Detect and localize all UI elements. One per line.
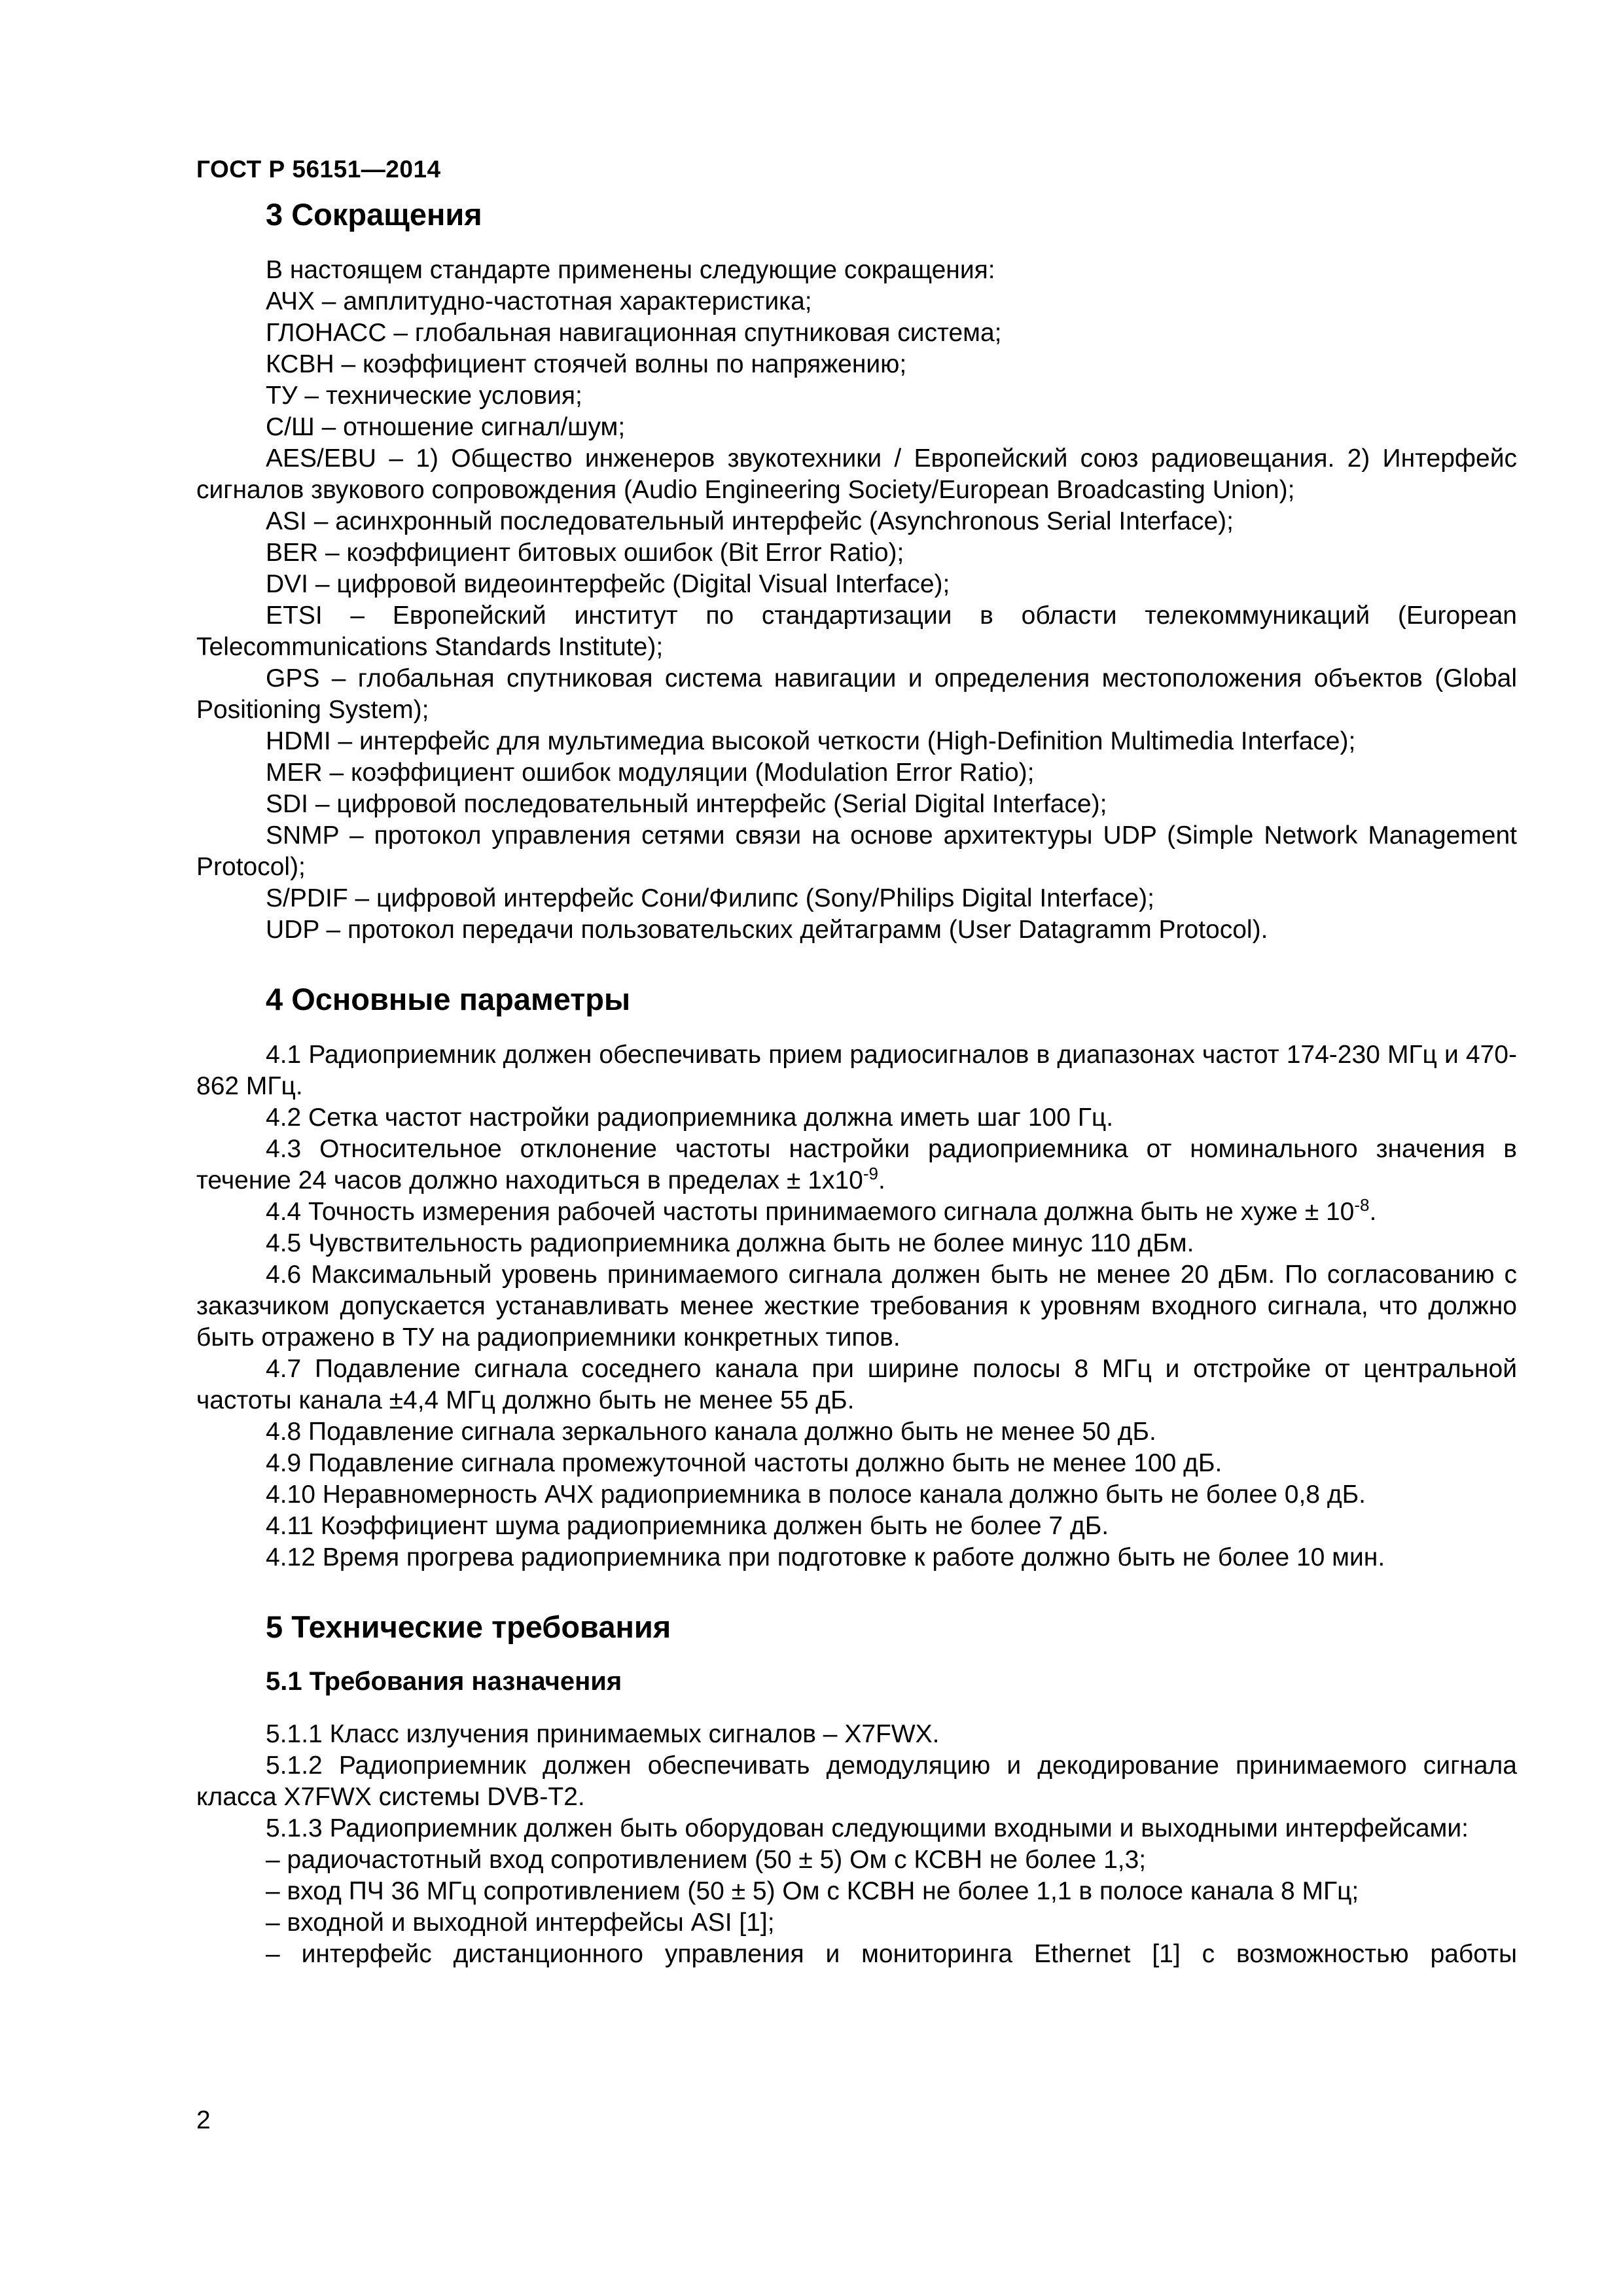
paragraph-5-1-1: 5.1.1 Класс излучения принимаемых сигналов – X7FWX. [266, 1720, 940, 1748]
section-4-title: 4 Основные параметры [266, 982, 631, 1016]
list-item: – входной и выходной интерфейсы ASI [1]; [266, 1909, 775, 1937]
document-id: ГОСТ Р 56151—2014 [196, 156, 441, 183]
paragraph-4-10: 4.10 Неравномерность АЧХ радиоприемника в полосе канала должно быть не более 0,8 дБ. [266, 1480, 1366, 1509]
abbreviation-item: AES/EBU – 1) Общество инженеров звукотехники / Европейский союз радиовещания. 2) Интерфейс сигналов звукового сопровождения (Audio Engineering Society/European Broadcasting Union); [196, 444, 1517, 504]
abbreviation-item: BER – коэффициент битовых ошибок (Bit Error Ratio); [266, 539, 904, 567]
page-number: 2 [196, 2106, 211, 2134]
abbreviation-item: GPS – глобальная спутниковая система навигации и определения местоположения объектов (Global Positioning System); [196, 664, 1517, 724]
abbreviation-item: ГЛОНАСС – глобальная навигационная спутниковая система; [266, 319, 1002, 347]
paragraph-4-12: 4.12 Время прогрева радиоприемника при подготовке к работе должно быть не более 10 мин. [266, 1543, 1385, 1571]
paragraph-4-9: 4.9 Подавление сигнала промежуточной частоты должно быть не менее 100 дБ. [266, 1449, 1222, 1477]
section-3-intro: В настоящем стандарте применены следующие сокращения: [266, 256, 995, 284]
paragraph-4-11: 4.11 Коэффициент шума радиоприемника должен быть не более 7 дБ. [266, 1512, 1109, 1540]
paragraph-4-5: 4.5 Чувствительность радиоприемника должна быть не более минус 110 дБм. [266, 1229, 1194, 1257]
section-3-title: 3 Сокращения [266, 197, 482, 232]
section-5-title: 5 Технические требования [266, 1609, 671, 1644]
abbreviation-item: DVI – цифровой видеоинтерфейс (Digital Visual Interface); [266, 570, 950, 598]
paragraph-4-7: 4.7 Подавление сигнала соседнего канала при ширине полосы 8 МГц и отстройке от центральной частоты канала ±4,4 МГц должно быть не менее 55 дБ. [196, 1355, 1517, 1414]
list-item: – интерфейс дистанционного управления и мониторинга Ethernet [1] с возможностью работы [266, 1940, 1517, 1968]
document-page [196, 0, 1517, 2296]
exponent: -8 [1354, 1195, 1370, 1215]
subsection-5-1-title: 5.1 Требования назначения [266, 1667, 622, 1696]
paragraph-4-3: 4.3 Относительное отклонение частоты настройки радиоприемника от номинального значения в течение 24 часов должно находиться в пределах ± $1х10^{-9}$. [196, 1135, 1517, 1194]
exponent: -9 [863, 1164, 878, 1183]
paragraph-5-1-3: 5.1.3 Радиоприемник должен быть оборудован следующими входными и выходными интерфейсами: [266, 1814, 1469, 1842]
paragraph-4-6: 4.6 Максимальный уровень принимаемого сигнала должен быть не менее 20 дБм. По согласованию с заказчиком допускается устанавливать менее жесткие требования к уровням входного сигнала, что должно быть отражено в ТУ на радиоприемники конкретных типов. [196, 1261, 1517, 1352]
paragraph-4-2: 4.2 Сетка частот настройки радиоприемника должна иметь шаг 100 Гц. [266, 1103, 1114, 1132]
abbreviation-item: ASI – асинхронный последовательный интерфейс (Asynchronous Serial Interface); [266, 507, 1234, 535]
abbreviation-item: С/Ш – отношение сигнал/шум; [266, 413, 626, 441]
paragraph-4-4: 4.4 Точность измерения рабочей частоты принимаемого сигнала должна быть не хуже ± $10^{-8}$. [266, 1195, 1377, 1226]
paragraph-4-1: 4.1 Радиоприемник должен обеспечивать прием радиосигналов в диапазонах частот 174-230 МГц и 470-862 МГц. [196, 1041, 1517, 1100]
abbreviation-item: HDMI – интерфейс для мультимедиа высокой четкости (High-Definition Multimedia Interface); [266, 727, 1356, 755]
paragraph-5-1-2: 5.1.2 Радиоприемник должен обеспечивать демодуляцию и декодирование принимаемого сигнала класса X7FWX системы DVB-T2. [196, 1751, 1517, 1811]
abbreviation-item: ТУ – технические условия; [266, 382, 582, 410]
paragraph-4-8: 4.8 Подавление сигнала зеркального канала должно быть не менее 50 дБ. [266, 1418, 1156, 1446]
abbreviation-item: ETSI – Европейский институт по стандартизации в области телекоммуникаций (European Telecommunications Standards Institute); [196, 601, 1517, 661]
list-item: – радиочастотный вход сопротивлением (50 ± 5) Ом с КСВН не более 1,3; [266, 1846, 1147, 1874]
abbreviation-item: MER – коэффициент ошибок модуляции (Modulation Error Ratio); [266, 759, 1035, 787]
abbreviation-item: SDI – цифровой последовательный интерфейс (Serial Digital Interface); [266, 790, 1107, 818]
abbreviation-item: S/PDIF – цифровой интерфейс Сони/Филипс (Sony/Philips Digital Interface); [266, 884, 1154, 912]
abbreviation-item: КСВН – коэффициент стоячей волны по напряжению; [266, 350, 907, 378]
abbreviation-item: UDP – протокол передачи пользовательских дейтаграмм (User Datagramm Protocol). [266, 916, 1268, 944]
list-item: – вход ПЧ 36 МГц сопротивлением (50 ± 5) Ом с КСВН не более 1,1 в полосе канала 8 МГц; [266, 1877, 1359, 1905]
abbreviation-item: АЧХ – амплитудно-частотная характеристика; [266, 287, 812, 315]
document-body [196, 196, 1517, 1970]
abbreviation-item: SNMP – протокол управления сетями связи на основе архитектуры UDP (Simple Network Management Protocol); [196, 821, 1517, 881]
